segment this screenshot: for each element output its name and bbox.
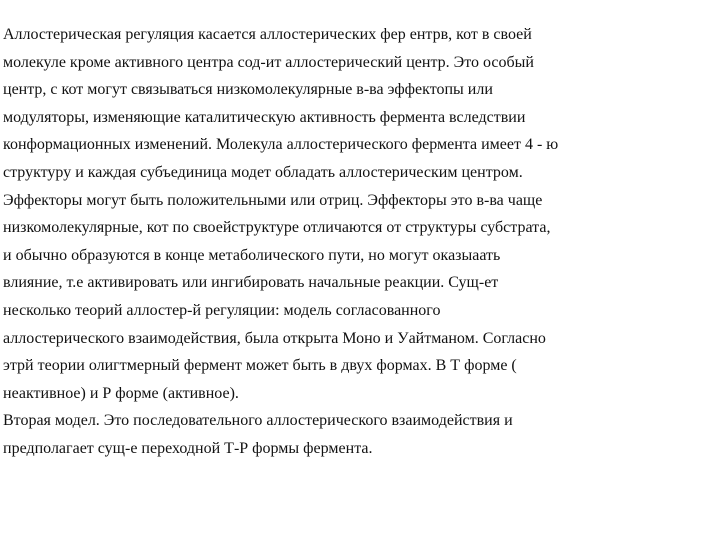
- text-line: предполагает сущ-е переходной Т-Р формы фермента.: [3, 439, 373, 457]
- text-line: низкомолекулярные, кот по своейструктуре отличаются от структуры субстрата,: [3, 219, 551, 237]
- text-line: аллостерического взаимодействия, была открыта Моно и Уайтманом. Согласно: [3, 329, 546, 347]
- text-line: этрй теории олигтмерный фермент может быть в двух формах. В Т форме (: [3, 357, 517, 375]
- text-line: Вторая модел. Это последовательного аллостерического взаимодействия и: [3, 412, 513, 430]
- text-line: несколько теорий аллостер-й регуляции: модель согласованного: [3, 301, 441, 319]
- text-line: влияние, т.е активировать или ингибировать начальные реакции. Сущ-ет: [3, 274, 499, 292]
- document-text: [3, 21, 715, 463]
- text-line: структуру и каждая субъединица модет обладать аллостерическим центром.: [3, 163, 523, 181]
- text-line: Аллостерическая регуляция касается аллостерических фер ентрв, кот в своей: [3, 26, 532, 43]
- text-line: конформационных изменений. Молекула аллостерического фермента имеет 4 - ю: [3, 136, 559, 154]
- text-line: неактивное) и Р форме (активное).: [3, 384, 239, 402]
- text-line: и обычно образуются в конце метаболического пути, но могут оказыаать: [3, 246, 501, 264]
- text-line: модуляторы, изменяющие каталитическую активность фермента вследствии: [3, 108, 526, 126]
- text-line: Эффекторы могут быть положительными или отриц. Эффекторы это в-ва чаще: [3, 191, 543, 209]
- text-line: молекуле кроме активного центра сод-ит аллостерический центр. Это особый: [3, 53, 534, 71]
- text-line: центр, с кот могут связываться низкомолекулярные в-ва эффектопы или: [3, 81, 493, 99]
